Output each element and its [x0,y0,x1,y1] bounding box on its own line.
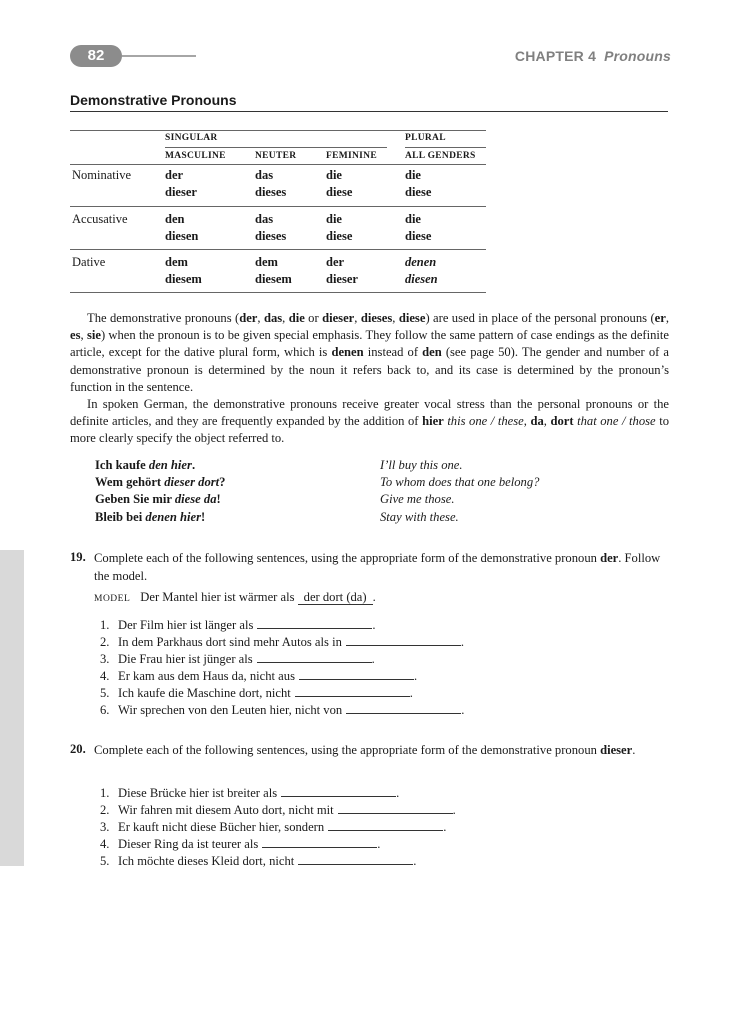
table-cell: dem [165,255,188,269]
exercise-20-instructions: Complete each of the following sentences, using the appropriate form of the demonstrative pronoun dieser. [94,743,636,757]
running-header [515,48,671,64]
answer-blank[interactable] [257,651,372,663]
table-cell: die [326,212,342,226]
answer-blank[interactable] [257,617,372,629]
model-label: MODEL [94,594,131,604]
exercise-item: 4. Er kam aus dem Haus da, nicht aus . [100,669,418,683]
model-sentence: Der Mantel hier ist wärmer als [140,590,295,604]
answer-blank[interactable] [295,685,410,697]
exercise-19-instructions: Complete each of the following sentences, using the appropriate form of the demonstrative pronoun der. Follow the model. [94,551,661,583]
table-cell: dieses [255,229,287,243]
answer-blank[interactable] [298,853,413,865]
exercise-item: 4. Dieser Ring da ist teurer als . [100,837,381,851]
exercise-19-number: 19. [70,550,86,564]
example-de: Bleib bei denen hier! [95,509,206,524]
exercise-19-items [100,617,464,719]
header-neuter: NEUTER [255,151,297,161]
exercise-item: 6. Wir sprechen von den Leuten hier, nicht von . [100,703,465,717]
table-cell: das [255,212,274,226]
answer-blank[interactable] [262,836,377,848]
table-cell: dieser [326,272,358,286]
table-cell: diese [326,185,353,199]
model-answer: der dort (da) [298,590,373,605]
table-cell: dieses [255,185,287,199]
table-cell: diese [405,185,432,199]
exercise-item: 3. Er kauft nicht diese Bücher hier, sondern . [100,820,447,834]
answer-blank[interactable] [338,802,453,814]
example-en: Give me those. [380,492,455,507]
header-feminine: FEMININE [326,151,377,161]
page-edge-tab [0,550,24,866]
page-number-rule [122,55,196,57]
header-all-genders: ALL GENDERS [405,151,476,161]
body-text [70,310,669,448]
case-accusative: Accusative [72,212,128,226]
table-cell: diesem [165,272,202,286]
chapter-title: Pronouns [604,48,671,64]
exercise-item: 3. Die Frau hier ist jünger als . [100,652,375,666]
paragraph-1: The demonstrative pronouns (der, das, die or dieser, dieses, diese) are used in place of the personal pronouns (er, es, sie) when the pronoun is to be given special emphasis. They follow the same pattern of case endings as the definite article, except for the dative plural form, which is denen instead of den (see page 50). The gender and number of a demonstrative pronoun is determined by the noun it refers back to, and its case is determined by the pronoun’s function in the sentence. [70,311,670,394]
table-cell: diesen [405,272,438,286]
example-en: To whom does that one belong? [380,475,540,490]
section-title: Demonstrative Pronouns [70,92,237,108]
table-cell: die [405,168,421,182]
table-cell: der [326,255,345,269]
exercise-20-number: 20. [70,742,86,756]
exercise-20-items [100,785,456,870]
exercise-item: 5. Ich kaufe die Maschine dort, nicht . [100,686,413,700]
table-cell: diese [326,229,353,243]
answer-blank[interactable] [299,668,414,680]
header-plural: PLURAL [405,133,446,143]
paragraph-2: In spoken German, the demonstrative pronouns receive greater vocal stress than the personal pronouns or the definite articles, and they are frequently expanded by the addition of hier this one / these, da, dort that one / those to more clearly specify the object referred to. [70,397,669,446]
table-cell: denen [405,255,437,269]
table-cell: die [405,212,421,226]
example-de: Geben Sie mir diese da! [95,492,221,507]
example-en: I’ll buy this one. [380,458,463,472]
examples-english [380,457,539,526]
header-masculine: MASCULINE [165,151,226,161]
table-cell: diesen [165,229,199,243]
exercise-19-model: MODEL Der Mantel hier ist wärmer als der dort (da) . [94,590,376,604]
exercise-item: 2. In dem Parkhaus dort sind mehr Autos als in . [100,635,465,649]
table-cell: dem [255,255,278,269]
examples-german [95,457,225,526]
case-nominative: Nominative [72,168,132,182]
exercise-item: 5. Ich möchte dieses Kleid dort, nicht . [100,854,417,868]
answer-blank[interactable] [346,634,461,646]
answer-blank[interactable] [346,702,461,714]
exercise-item: 1. Diese Brücke hier ist breiter als . [100,786,400,800]
table-cell: das [255,168,274,182]
page-number: 82 [70,45,122,67]
table-cell: die [326,168,342,182]
table-cell: den [165,212,185,226]
table-cell: diese [405,229,432,243]
answer-blank[interactable] [281,785,396,797]
table-cell: dieser [165,185,197,199]
exercise-item: 2. Wir fahren mit diesem Auto dort, nicht mit . [100,803,456,817]
example-de: Wem gehört dieser dort? [95,475,226,490]
case-dative: Dative [72,255,106,269]
header-singular: SINGULAR [165,133,218,143]
example-en: Stay with these. [380,509,459,524]
chapter-label: CHAPTER 4 [514,48,597,64]
table-cell: der [165,168,184,182]
example-de: Ich kaufe den hier. [95,458,196,472]
table-cell: diesem [255,272,292,286]
section-rule [70,111,668,112]
answer-blank[interactable] [328,819,443,831]
exercise-item: 1. Der Film hier ist länger als . [100,618,376,632]
